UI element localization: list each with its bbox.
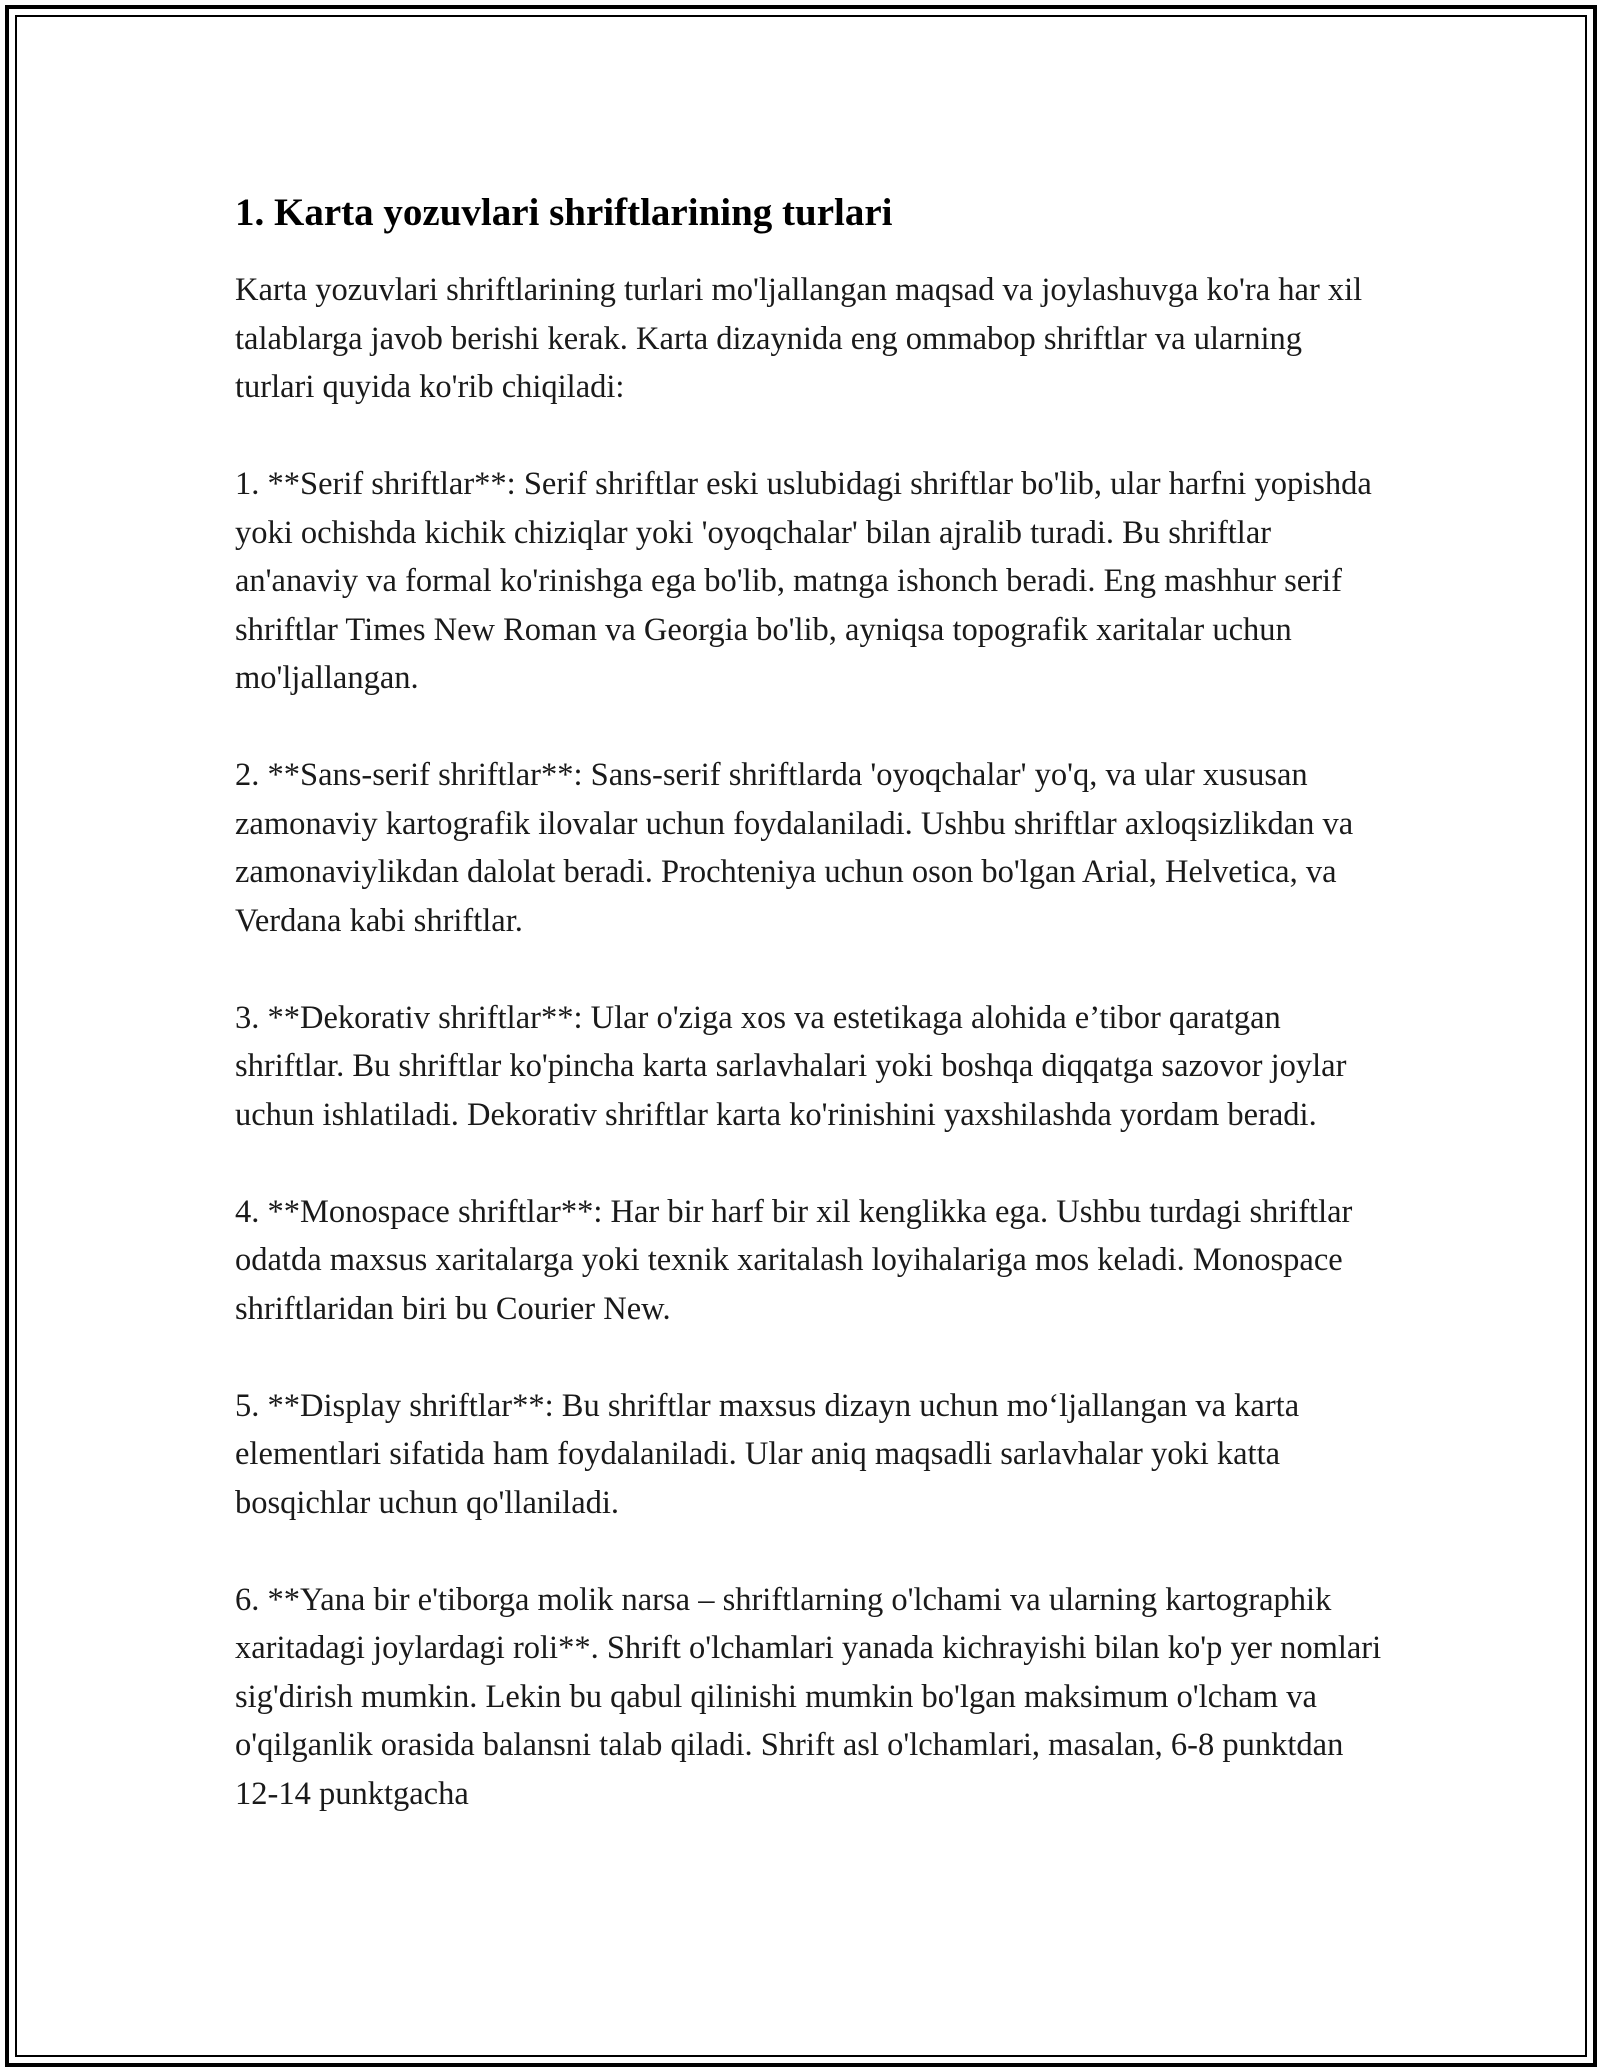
paragraph-decorative: 3. **Dekorativ shriftlar**: Ular o'ziga xos va estetikaga alohida e’tibor qaratgan shriftlar. Bu shriftlar ko'pincha karta sarlavhalari yoki boshqa diqqatga sazovor joylar uchun ishlatiladi. Dekorativ shriftlar karta ko'rinishini yaxshilashda yordam beradi. [235,999,1347,1133]
paragraph-serif: 1. **Serif shriftlar**: Serif shriftlar eski uslubidagi shriftlar bo'lib, ular harfni yopishda yoki ochishda kichik chiziqlar yoki 'oyoqchalar' bilan ajralib turadi. Bu shriftlar an'anaviy va formal ko'rinishga ega bo'lib, matnga ishonch beradi. Eng mashhur serif shriftlar Times New Roman va Georgia bo'lib, ayniqsa topografik xaritalar uchun mo'ljallangan. [235,466,1372,696]
page-title: 1. Karta yozuvlari shriftlarining turlari [235,191,893,234]
document-body [235,185,1385,1867]
intro-paragraph: Karta yozuvlari shriftlarining turlari mo'ljallangan maqsad va joylashuvga ko'ra har xil talablarga javob berishi kerak. Karta dizaynida eng ommabop shriftlar va ularning turlari quyida ko'rib chiqiladi: [235,272,1363,405]
paragraph-monospace: 4. **Monospace shriftlar**: Har bir harf bir xil kenglikka ega. Ushbu turdagi shriftlar odatda maxsus xaritalarga yoki texnik xaritalash loyihalariga mos keladi. Monospace shriftlaridan biri bu Courier New. [235,1193,1353,1327]
paragraph-font-size: 6. **Yana bir e'tiborga molik narsa – shriftlarning o'lchami va ularning kartographik xaritadagi joylardagi roli**. Shrift o'lchamlari yanada kichrayishi bilan ko'p yer nomlari sig'dirish mumkin. Lekin bu qabul qilinishi mumkin bo'lgan maksimum o'lcham va o'qilganlik orasida balansni talab qiladi. Shrift asl o'lchamlari, masalan, 6-8 punktdan 12-14 punktgacha [235,1581,1382,1812]
paragraph-display: 5. **Display shriftlar**: Bu shriftlar maxsus dizayn uchun mo‘ljallangan va karta elementlari sifatida ham foydalaniladi. Ular aniq maqsadli sarlavhalar yoki katta bosqichlar uchun qo'llaniladi. [235,1387,1300,1521]
paragraph-sans-serif: 2. **Sans-serif shriftlar**: Sans-serif shriftlarda 'oyoqchalar' yo'q, va ular xususan zamonaviy kartografik ilovalar uchun foydalaniladi. Ushbu shriftlar axloqsizlikdan va zamonaviylikdan dalolat beradi. Prochteniya uchun oson bo'lgan Arial, Helvetica, va Verdana kabi shriftlar. [235,757,1354,939]
